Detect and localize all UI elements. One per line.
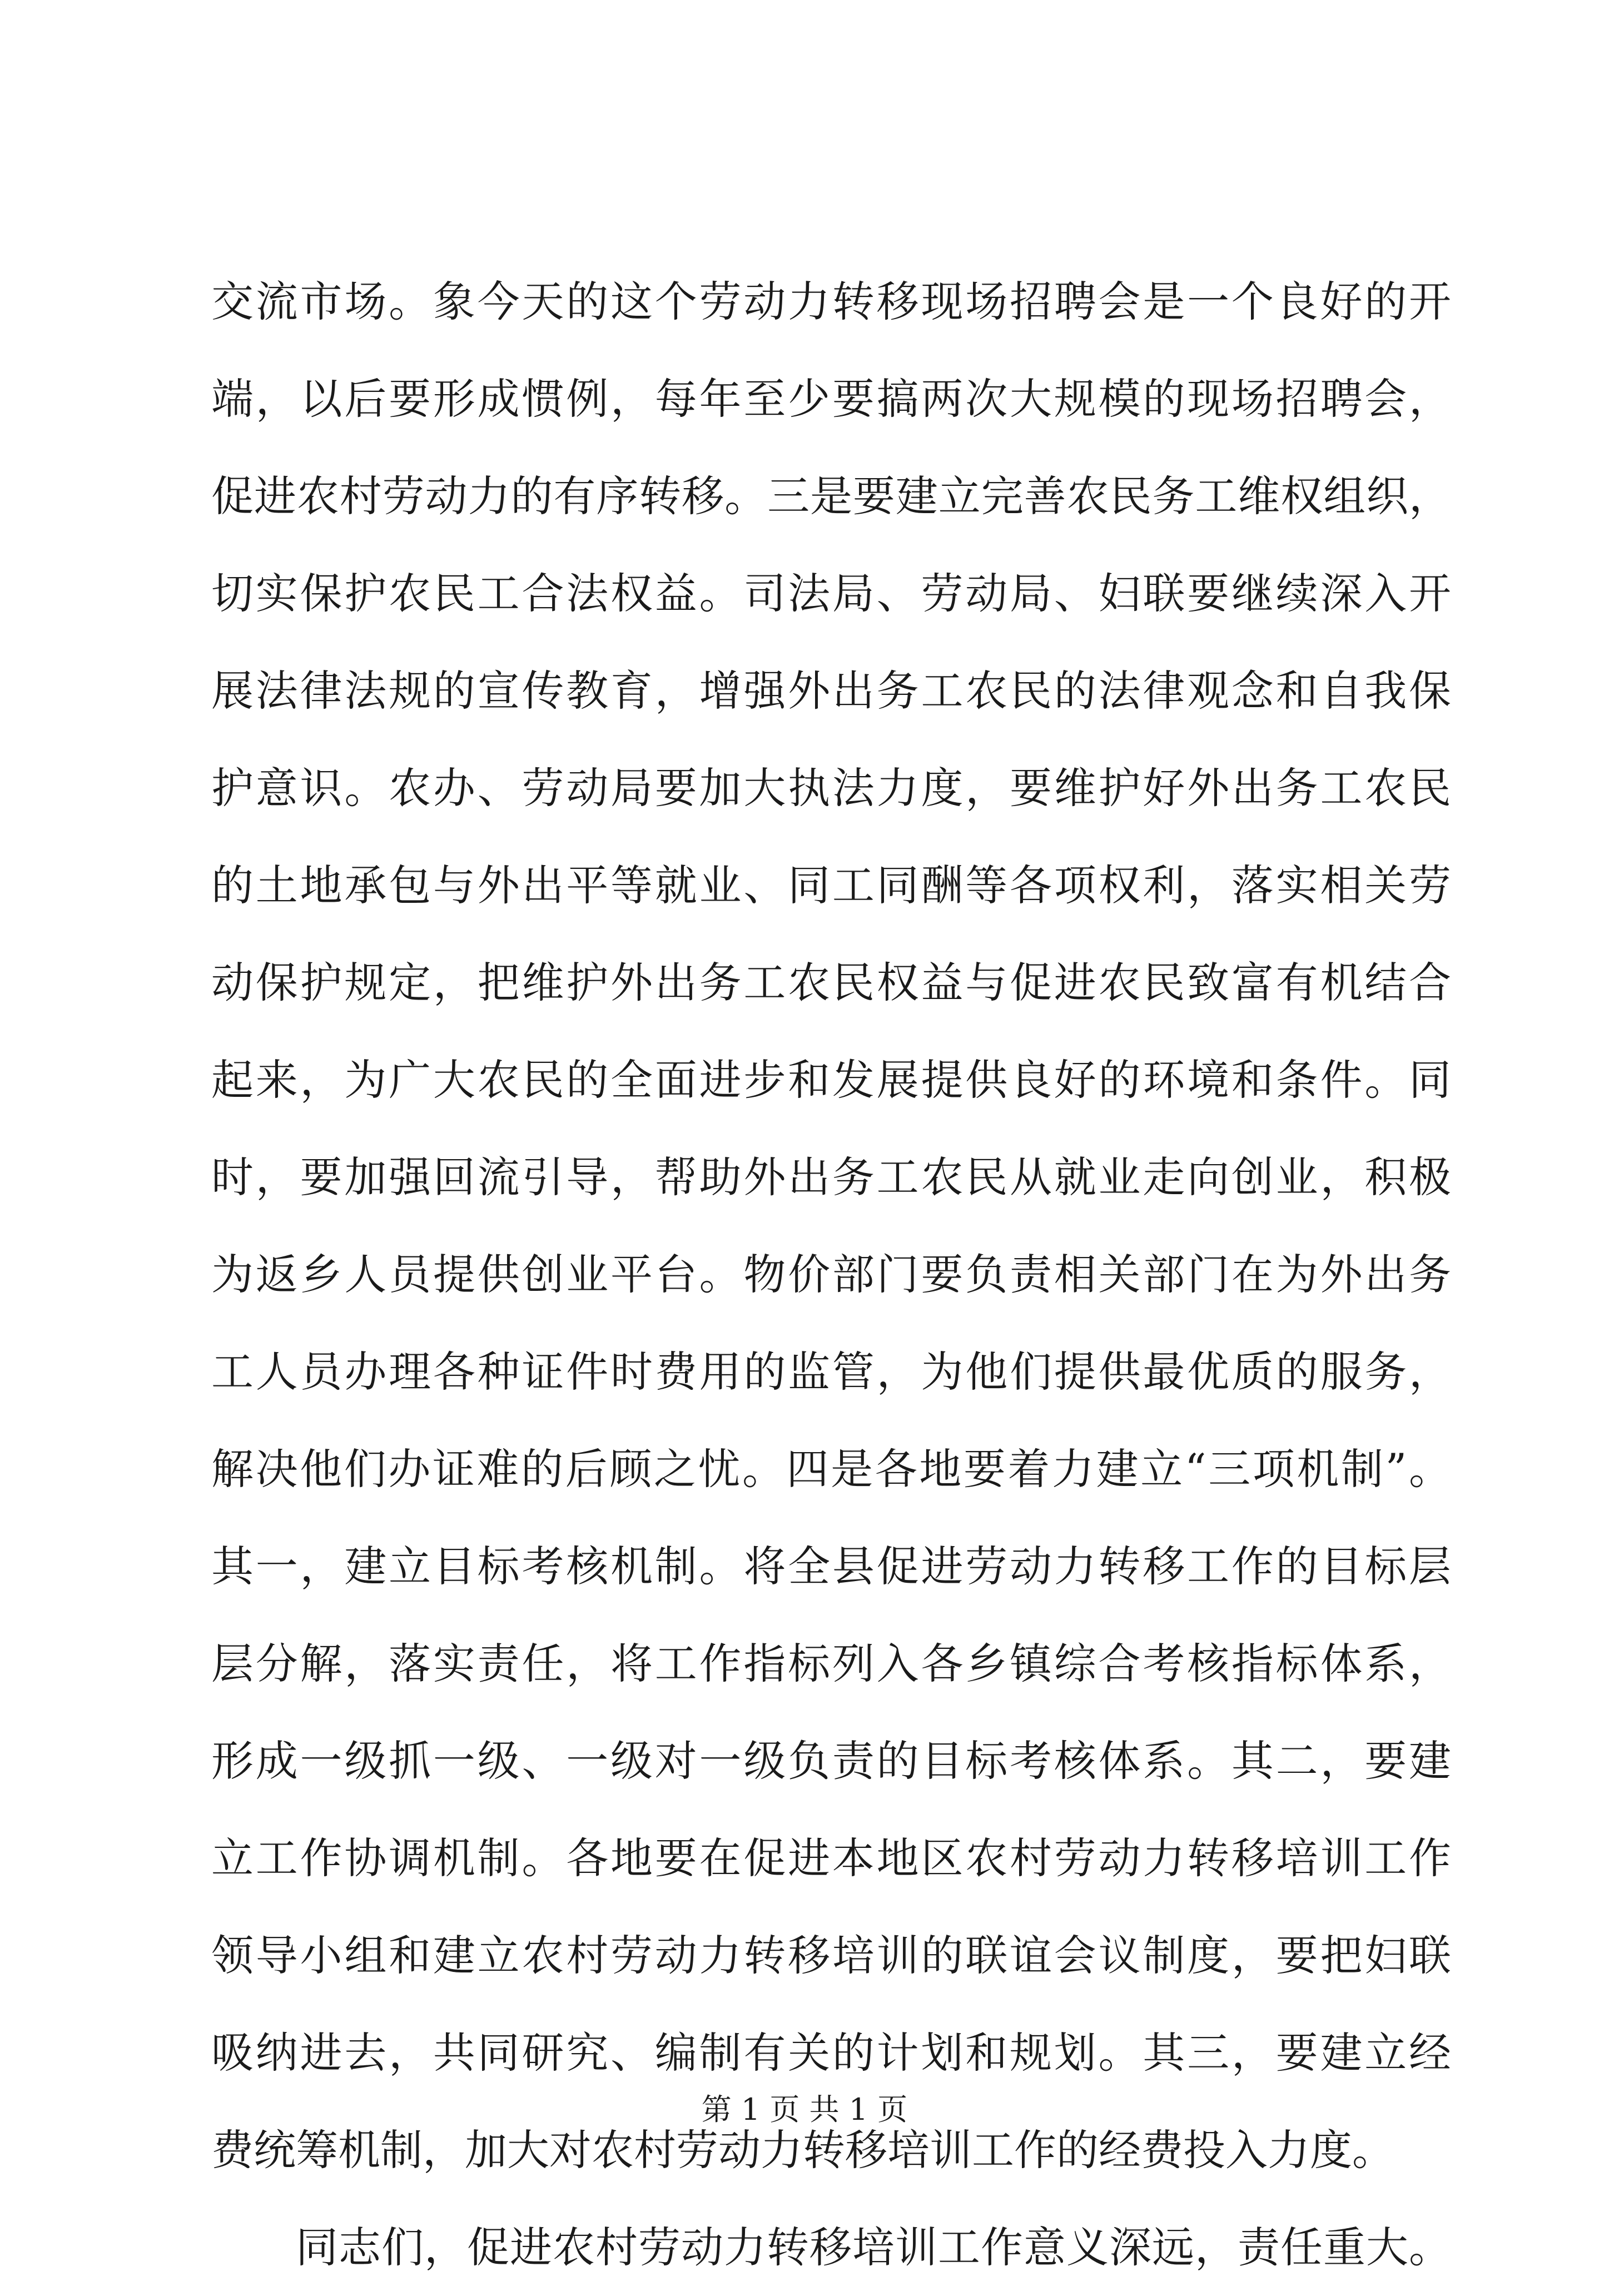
page-footer: 第 1 页 共 1 页 [701,2092,908,2127]
text-line: 费统筹机制，加大对农村劳动力转移培训工作的经费投入力度。 [211,2125,1394,2175]
text-line: 交流市场。象今天的这个劳动力转移现场招聘会是一个良好的开 [211,277,1451,326]
text-line: 时，要加强回流引导，帮助外出务工农民从就业走向创业，积极 [211,1152,1451,1202]
text-line: 展法律法规的宣传教育，增强外出务工农民的法律观念和自我保 [211,666,1451,715]
text-line: 为返乡人员提供创业平台。物价部门要负责相关部门在为外出务 [211,1250,1451,1299]
text-line: 其一，建立目标考核机制。将全县促进劳动力转移工作的目标层 [211,1542,1451,1591]
text-line: 立工作协调机制。各地要在促进本地区农村劳动力转移培训工作 [211,1833,1451,1883]
text-line: 层分解，落实责任，将工作指标列入各乡镇综合考核指标体系， [211,1639,1451,1688]
body-text [211,253,1451,2296]
text-line: 领导小组和建立农村劳动力转移培训的联谊会议制度，要把妇联 [211,1931,1451,1980]
text-line: 端，以后要形成惯例，每年至少要搞两次大规模的现场招聘会， [211,374,1451,424]
text-line: 护意识。农办、劳动局要加大执法力度，要维护好外出务工农民 [211,763,1451,813]
text-line: 动保护规定，把维护外出务工农民权益与促进农民致富有机结合 [211,958,1451,1007]
text-line: 起来，为广大农民的全面进步和发展提供良好的环境和条件。同 [211,1055,1451,1105]
text-line: 的土地承包与外出平等就业、同工同酬等各项权利，落实相关劳 [211,861,1451,910]
paragraph-first-line: 同志们，促进农村劳动力转移培训工作意义深远，责任重大。 [296,2223,1451,2272]
text-line: 解决他们办证难的后顾之忧。四是各地要着力建立“三项机制”。 [211,1444,1451,1494]
text-line: 切实保护农民工合法权益。司法局、劳动局、妇联要继续深入开 [211,569,1451,618]
text-line: 工人员办理各种证件时费用的监管，为他们提供最优质的服务， [211,1347,1451,1397]
text-line: 形成一级抓一级、一级对一级负责的目标考核体系。其二，要建 [211,1736,1451,1786]
text-line: 促进农村劳动力的有序转移。三是要建立完善农民务工维权组织， [211,471,1451,521]
text-line: 吸纳进去，共同研究、编制有关的计划和规划。其三，要建立经 [211,2028,1451,2078]
